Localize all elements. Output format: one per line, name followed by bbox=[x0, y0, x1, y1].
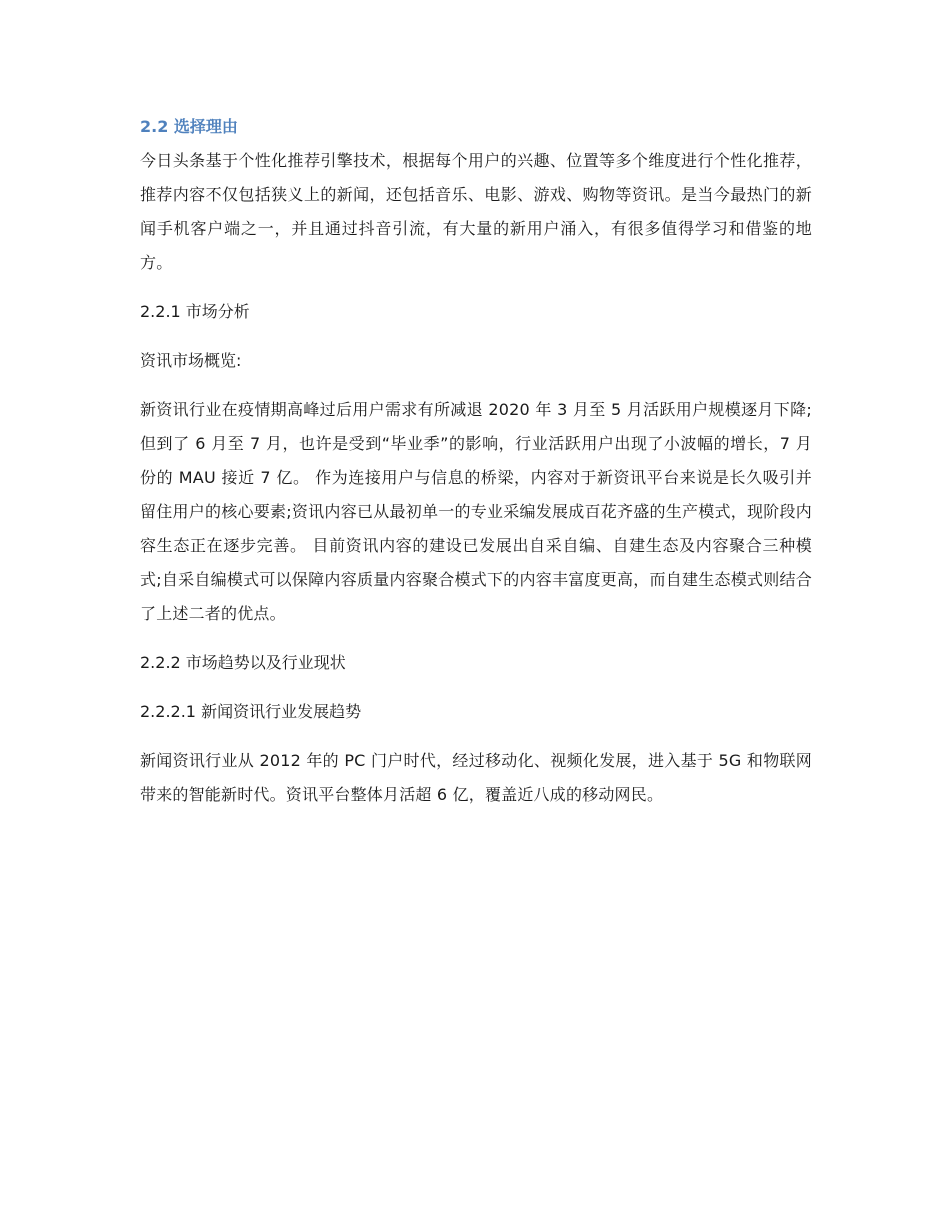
spacer bbox=[140, 378, 812, 393]
spacer bbox=[140, 680, 812, 695]
market-trend-heading: 2.2.2 市场趋势以及行业现状 bbox=[140, 653, 346, 672]
spacer bbox=[140, 329, 812, 344]
section-heading: 2.2 选择理由 bbox=[140, 117, 238, 136]
spacer bbox=[140, 280, 812, 295]
market-overview-paragraph: 新资讯行业在疫情期高峰过后用户需求有所减退 2020 年 3 月至 5 月活跃用户规模逐月下降;但到了 6 月至 7 月，也许是受到“毕业季”的影响，行业活跃用户出现了小波幅的增长，7 月份的 MAU 接近 7 亿。 作为连接用户与信息的桥梁，内容对于新资讯平台来说是长久吸引并留住用户的核心要素;资讯内容已从最初单一的专业采编发展成百花齐盛的生产模式，现阶段内容生态正在逐步完善。 目前资讯内容的建设已发展出自采自编、自建生态及内容聚合三种模式;自采自编模式可以保障内容质量内容聚合模式下的内容丰富度更高，而自建生态模式则结合了上述二者的优点。 bbox=[140, 400, 812, 623]
industry-trend-subheading: 2.2.2.1 新闻资讯行业发展趋势 bbox=[140, 702, 362, 721]
market-overview-label: 资讯市场概览: bbox=[140, 351, 242, 370]
spacer bbox=[140, 729, 812, 744]
industry-trend-paragraph: 新闻资讯行业从 2012 年的 PC 门户时代，经过移动化、视频化发展，进入基于 5G 和物联网带来的智能新时代。资讯平台整体月活超 6 亿，覆盖近八成的移动网民。 bbox=[140, 751, 812, 804]
document-page bbox=[140, 112, 812, 812]
intro-paragraph: 今日头条基于个性化推荐引擎技术，根据每个用户的兴趣、位置等多个维度进行个性化推荐，推荐内容不仅包括狭义上的新闻，还包括音乐、电影、游戏、购物等资讯。是当今最热门的新闻手机客户端之一，并且通过抖音引流，有大量的新用户涌入，有很多值得学习和借鉴的地方。 bbox=[140, 151, 812, 272]
market-analysis-heading: 2.2.1 市场分析 bbox=[140, 302, 250, 321]
spacer bbox=[140, 631, 812, 646]
